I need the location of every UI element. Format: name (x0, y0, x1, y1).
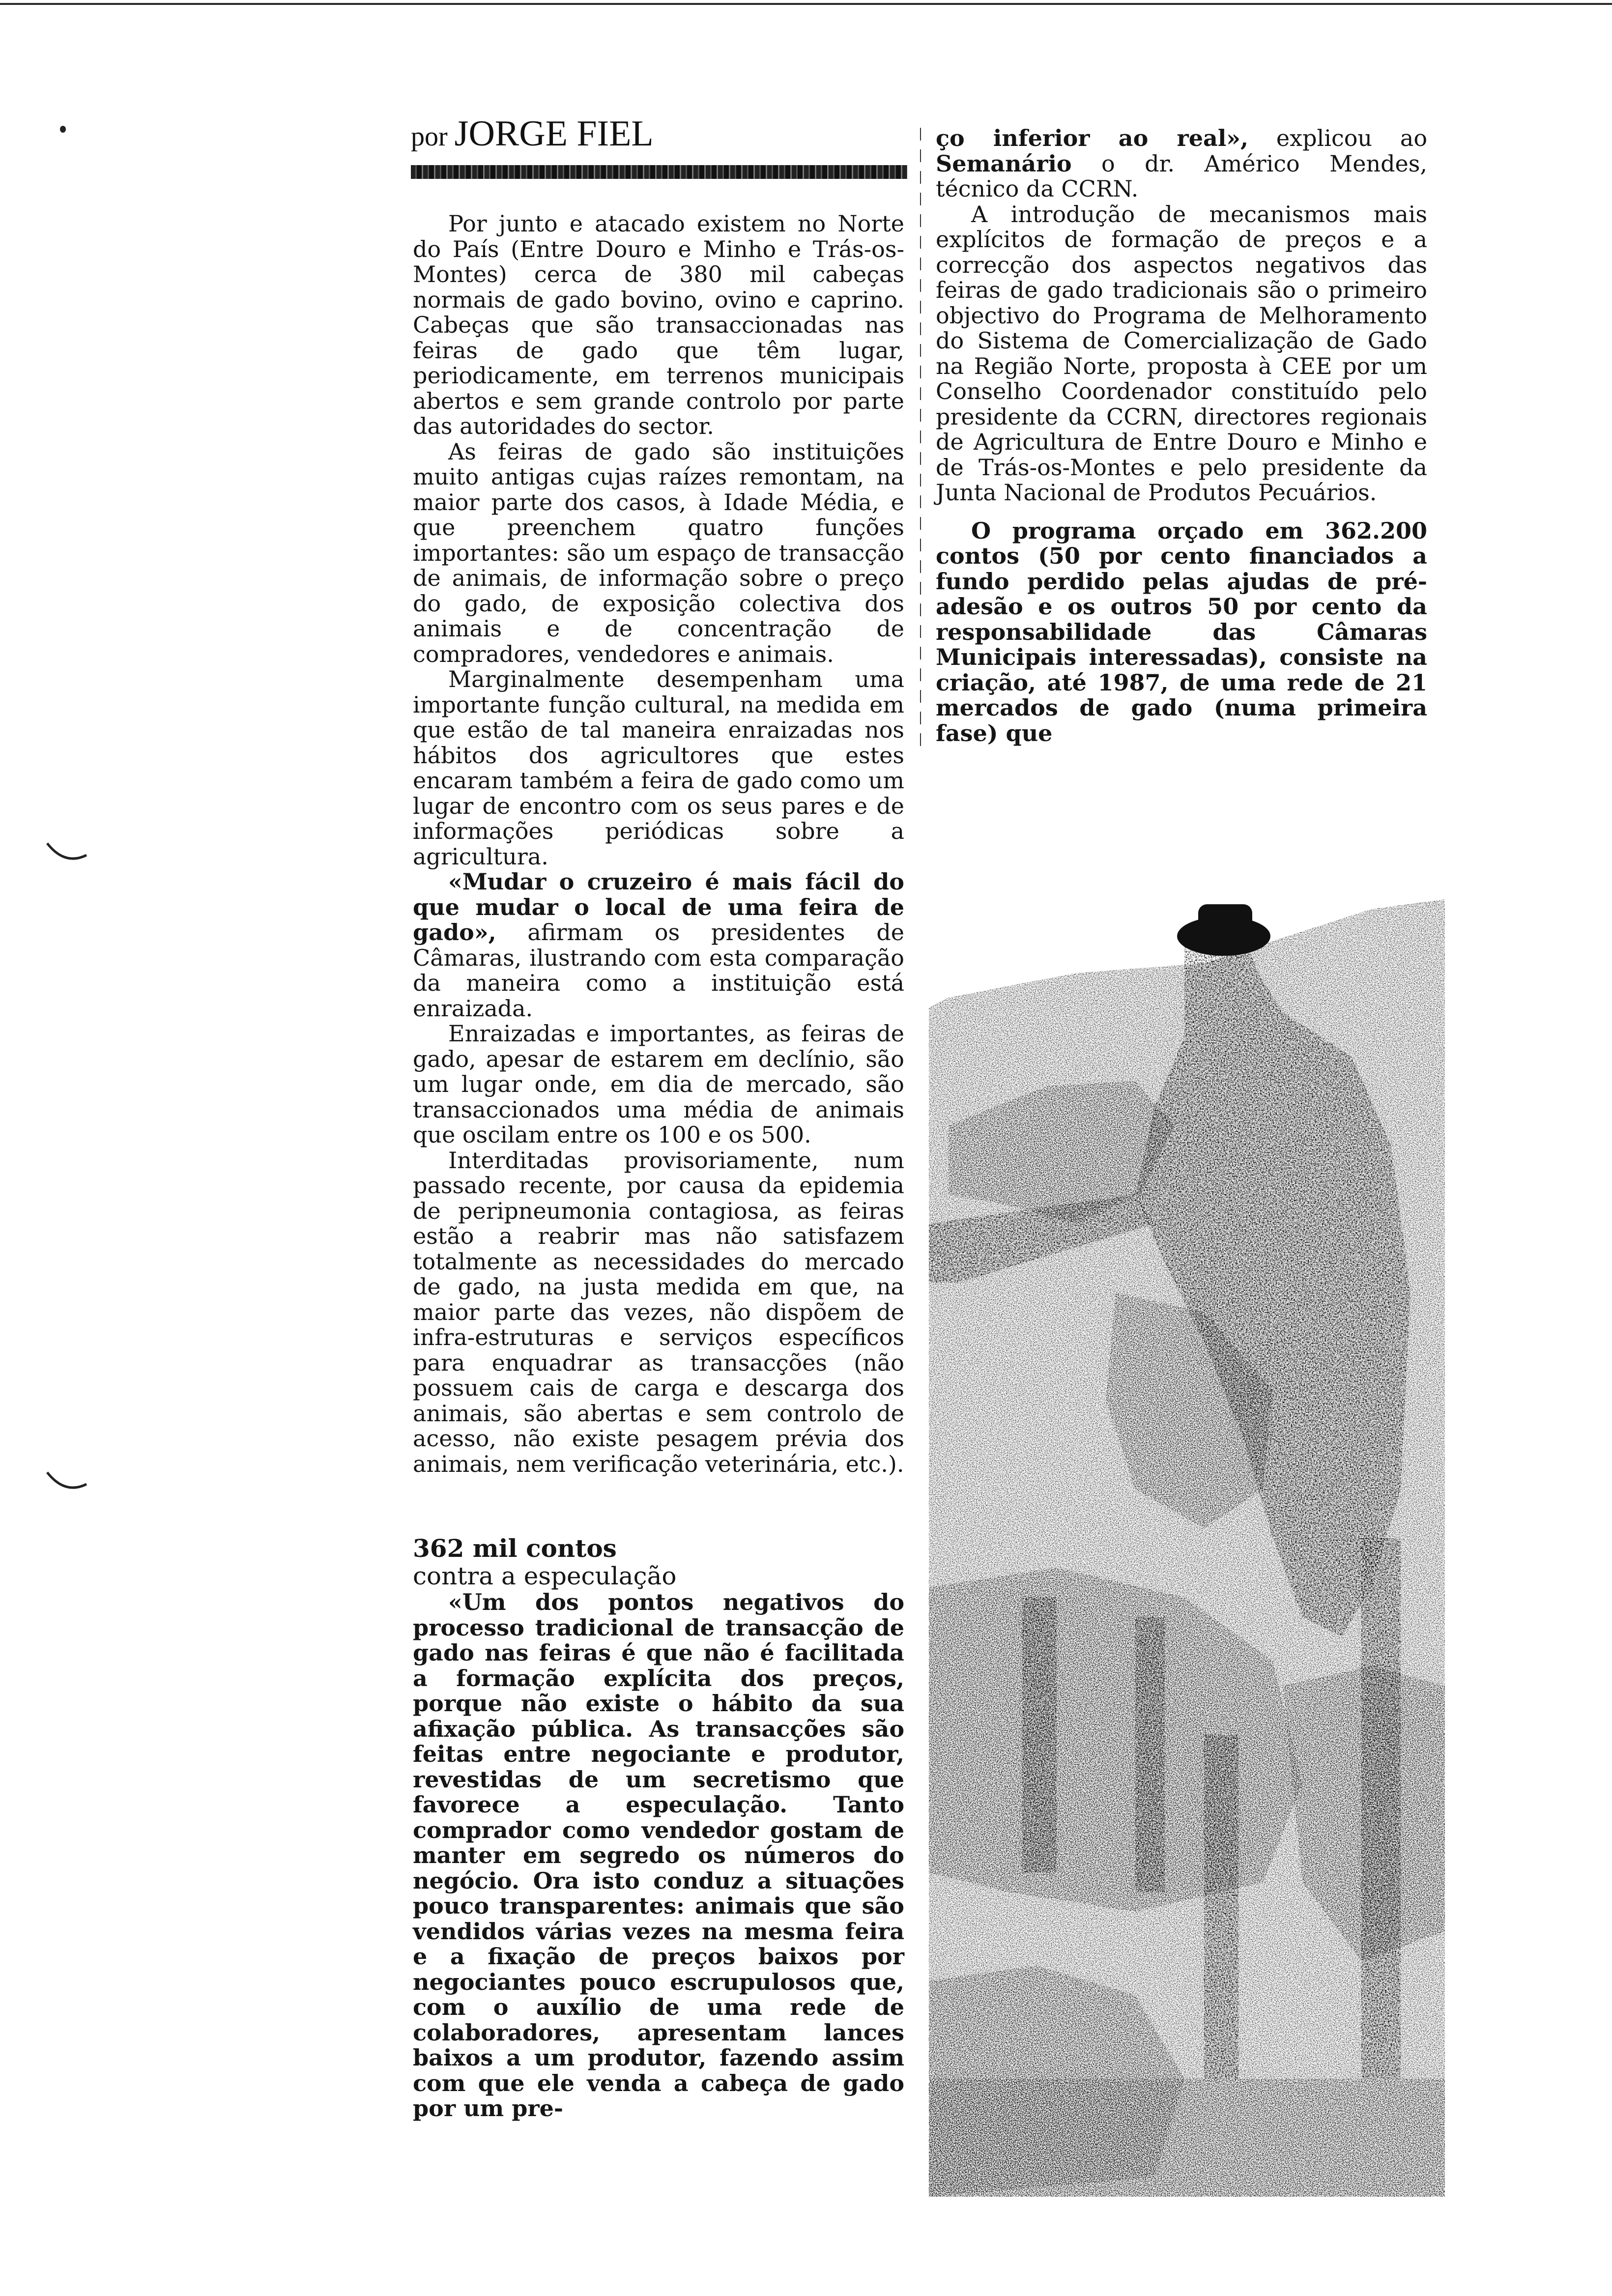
continued-mid: explicou ao (1276, 125, 1428, 151)
article-column-1 (413, 211, 904, 2122)
continued-paragraph (936, 126, 1427, 202)
byline-rule (411, 165, 907, 179)
section-quote: «Um dos pontos negativos do processo tradicional de transacção de gado nas feiras é que não é facilitada a formação explícita dos preços, porque não existe o hábito da sua afixação pública. As transacções são feitas entre negociante e produtor, revestidas de um secretismo que favorece a especulação. Tanto comprador como vendedor gostam de manter em segredo os números do negócio. Ora isto conduz a situações pouco transparentes: animais que são vendidos várias vezes na mesma feira e a fixação de preços baixos por negociantes pouco escrupulosos que, com o auxílio de uma rede de colaboradores, apresentam lances baixos a um produtor, fazendo assim com que ele venda a cabeça de gado por um pre- (413, 1589, 904, 2122)
byline-prefix: por (411, 121, 448, 152)
article-column-2 (936, 126, 1427, 746)
column-divider (920, 128, 921, 747)
byline (411, 113, 654, 155)
margin-dot (60, 126, 66, 133)
section-heading (413, 1535, 904, 1590)
continued-bold: ço inferior ao real», (936, 125, 1249, 151)
program-paragraph: O programa orçado em 362.200 contos (50 por cento financiados a fundo perdido pelas ajudas de pré-adesão e os outros 50 por cento da responsabilidade das Câmaras Municipais interessadas), consiste na criação, até 1987, de uma rede de 21 mercados de gado (numa primeira fase) que (936, 517, 1427, 746)
byline-author: JORGE FIEL (454, 114, 654, 154)
section-title: 362 mil contos (413, 1534, 617, 1563)
livestock-fair-photo (929, 850, 1445, 2197)
quote-rest: afirmam os presidentes de Câmaras, ilustrando com esta comparação da maneira como a instituição está enraizada. (413, 919, 905, 1022)
margin-hole-mark-2 (45, 1469, 89, 1499)
quote-paragraph (413, 869, 904, 1021)
paragraph: Por junto e atacado existem no Norte do País (Entre Douro e Minho e Trás-os-Montes) cerca de 380 mil cabeças normais de gado bovino, ovino e caprino. Cabeças que são transaccionadas nas feiras de gado que têm lugar, periodicamente, em terrenos municipais abertos e sem grande controlo por parte das autoridades do sector. (413, 210, 904, 439)
section-subtitle: contra a especulação (413, 1562, 677, 1590)
continued-bold-2: Semanário (936, 150, 1072, 177)
photo-graphic (929, 850, 1445, 2197)
quote-bold: «Mudar o cruzeiro é mais fácil do que mudar o local de uma feira de gado», (413, 868, 904, 946)
paragraph: As feiras de gado são instituições muito antigas cujas raízes remontam, na maior parte dos casos, à Idade Média, e que preenchem quatro funções importantes: são um espaço de transacção de animais, de informação sobre o preço do gado, de exposição colectiva dos animais e de concentração de compradores, vendedores e animais. (413, 438, 904, 667)
paragraph: Interditadas provisoriamente, num passado recente, por causa da epidemia de peripneumonia contagiosa, as feiras estão a reabrir mas não satisfazem totalmente as necessidades do mercado de gado, na justa medida em que, na maior parte das vezes, não dispõem de infra-estruturas e serviços específicos para enquadrar as transacções (não possuem cais de carga e descarga dos animais, são abertas e sem controlo de acesso, não existe pesagem prévia dos animais, nem verificação veterinária, etc.). (413, 1147, 904, 1477)
margin-hole-mark-1 (45, 840, 89, 870)
top-border-line (0, 3, 1612, 5)
paragraph: A introdução de mecanismos mais explícitos de formação de preços e a correcção dos aspectos negativos das feiras de gado tradicionais são o primeiro objectivo do Programa de Melhoramento do Sistema de Comercialização de Gado na Região Norte, proposta à CEE por um Conselho Coordenador constituído pelo presidente da CCRN, directores regionais de Agricultura de Entre Douro e Minho e de Trás-os-Montes e pelo presidente da Junta Nacional de Produtos Pecuários. (936, 201, 1427, 506)
paragraph: Marginalmente desempenham uma importante função cultural, na medida em que estão de tal maneira enraizadas nos hábitos dos agricultores que estes encaram também a feira de gado como um lugar de encontro com os seus pares e de informações periódicas sobre a agricultura. (413, 666, 904, 870)
continued-rest: o dr. Américo Mendes, técnico da CCRN. (936, 150, 1427, 202)
paragraph: Enraizadas e importantes, as feiras de gado, apesar de estarem em declínio, são um lugar onde, em dia de mercado, são transaccionados uma média de animais que oscilam entre os 100 e os 500. (413, 1020, 904, 1148)
